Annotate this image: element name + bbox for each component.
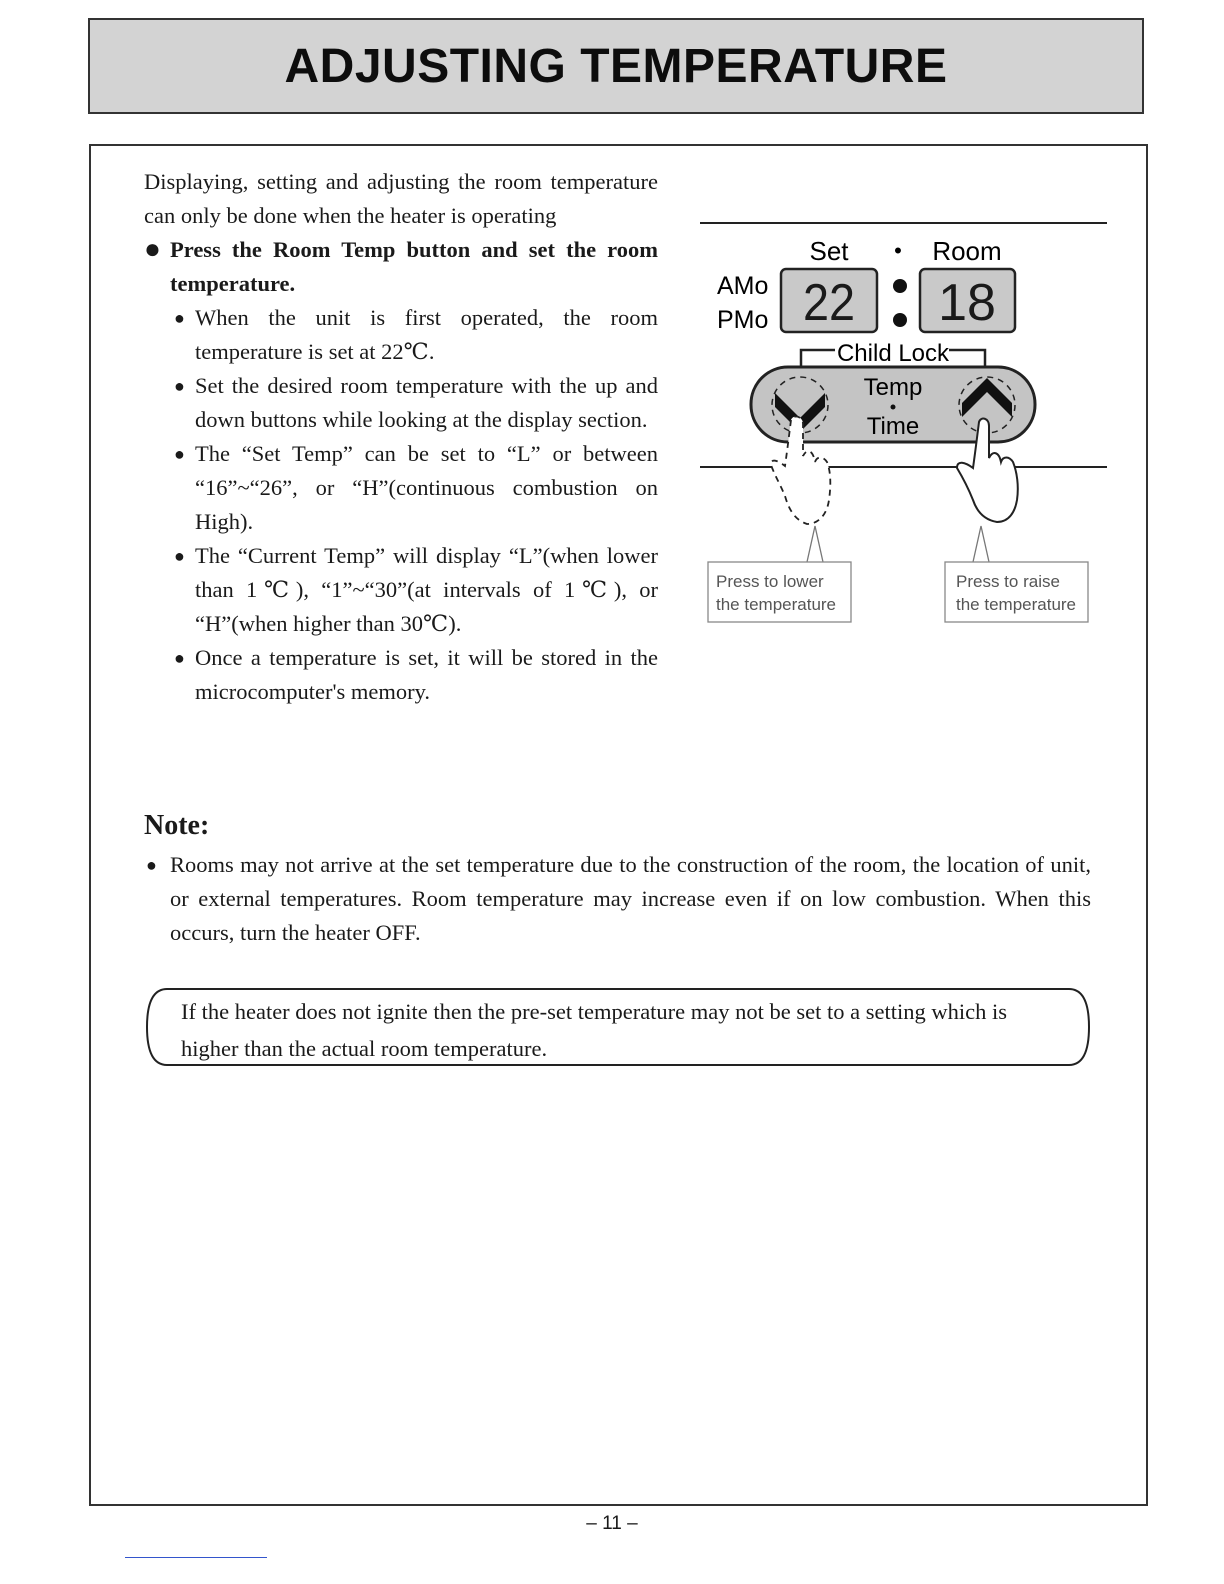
lower-callout-pointer: [807, 526, 823, 562]
instruction-heading-text: Press the Room Temp button and set the room temperature.: [170, 237, 658, 296]
bullet-icon: ●: [146, 855, 157, 875]
intro-paragraph: Displaying, setting and adjusting the room temperature can only be done when the heater is operating: [144, 169, 658, 228]
note-body: [146, 848, 1091, 950]
raise-callout-line1: Press to raise: [956, 572, 1060, 591]
lower-callout-line2: the temperature: [716, 595, 837, 614]
pm-indicator: PMo: [717, 306, 769, 334]
list-item: [174, 301, 658, 369]
bullet-icon: ●: [174, 376, 185, 396]
display-colon-bottom: [893, 313, 907, 327]
control-panel-diagram: [695, 210, 1115, 630]
child-lock-bracket-right: [949, 350, 985, 367]
list-item-text: Set the desired room temperature with the up and down buttons while looking at the display section.: [195, 373, 658, 432]
list-item: [174, 369, 658, 437]
list-item: [174, 539, 658, 641]
page-number: – 11 –: [586, 1513, 638, 1534]
set-temp-value: 22: [802, 273, 856, 332]
footer-rule: [125, 1557, 267, 1558]
separator-dot: •: [894, 238, 902, 263]
list-item-text: Once a temperature is set, it will be stored in the microcomputer's memory.: [195, 645, 658, 704]
list-item: [174, 437, 658, 539]
control-panel-illustration: [695, 210, 1115, 630]
note-heading: Note:: [144, 810, 210, 841]
instruction-list: [144, 301, 658, 709]
list-item-text: The “Set Temp” can be set to “L” or between “16”~“26”, or “H”(continuous combustion on High).: [195, 441, 658, 534]
note-text: Rooms may not arrive at the set temperature due to the construction of the room, the location of unit, or external temperatures. Room temperature may increase even if on low combustion. When this occurs, turn the heater OFF.: [170, 852, 1091, 945]
temp-time-dot: [891, 405, 896, 410]
display-colon-top: [893, 279, 907, 293]
bullet-icon: ●: [174, 648, 185, 668]
list-item: [174, 641, 658, 709]
temp-label: Temp: [863, 374, 923, 401]
warning-callout: [145, 987, 1091, 1067]
am-indicator: AMo: [717, 272, 769, 300]
bullet-icon: ●: [174, 308, 185, 328]
set-label: Set: [809, 236, 849, 266]
list-item-text: The “Current Temp” will display “L”(when lower than 1℃), “1”~“30”(at intervals of 1℃), or “H”(when higher than 30℃).: [195, 543, 658, 636]
bullet-icon: ●: [174, 546, 185, 566]
room-temp-value: 18: [938, 274, 996, 332]
instruction-heading: [144, 233, 658, 301]
page-title: ADJUSTING TEMPERATURE: [284, 39, 948, 93]
time-label: Time: [866, 413, 920, 440]
bullet-icon: ●: [174, 444, 185, 464]
bullet-icon: ●: [144, 234, 161, 265]
child-lock-bracket-left: [801, 350, 835, 367]
callout-text: If the heater does not ignite then the pre-set temperature may not be set to a setting which is higher than the actual room temperature.: [181, 999, 1007, 1061]
title-banner: [88, 18, 1144, 114]
list-item-text: When the unit is first operated, the room temperature is set at 22℃.: [195, 305, 658, 364]
lower-callout-line1: Press to lower: [716, 572, 824, 591]
raise-callout-line2: the temperature: [956, 595, 1077, 614]
child-lock-label: Child Lock: [836, 340, 950, 367]
room-label: Room: [932, 236, 1002, 266]
instructions-column: [144, 165, 658, 709]
raise-callout-pointer: [973, 526, 989, 562]
